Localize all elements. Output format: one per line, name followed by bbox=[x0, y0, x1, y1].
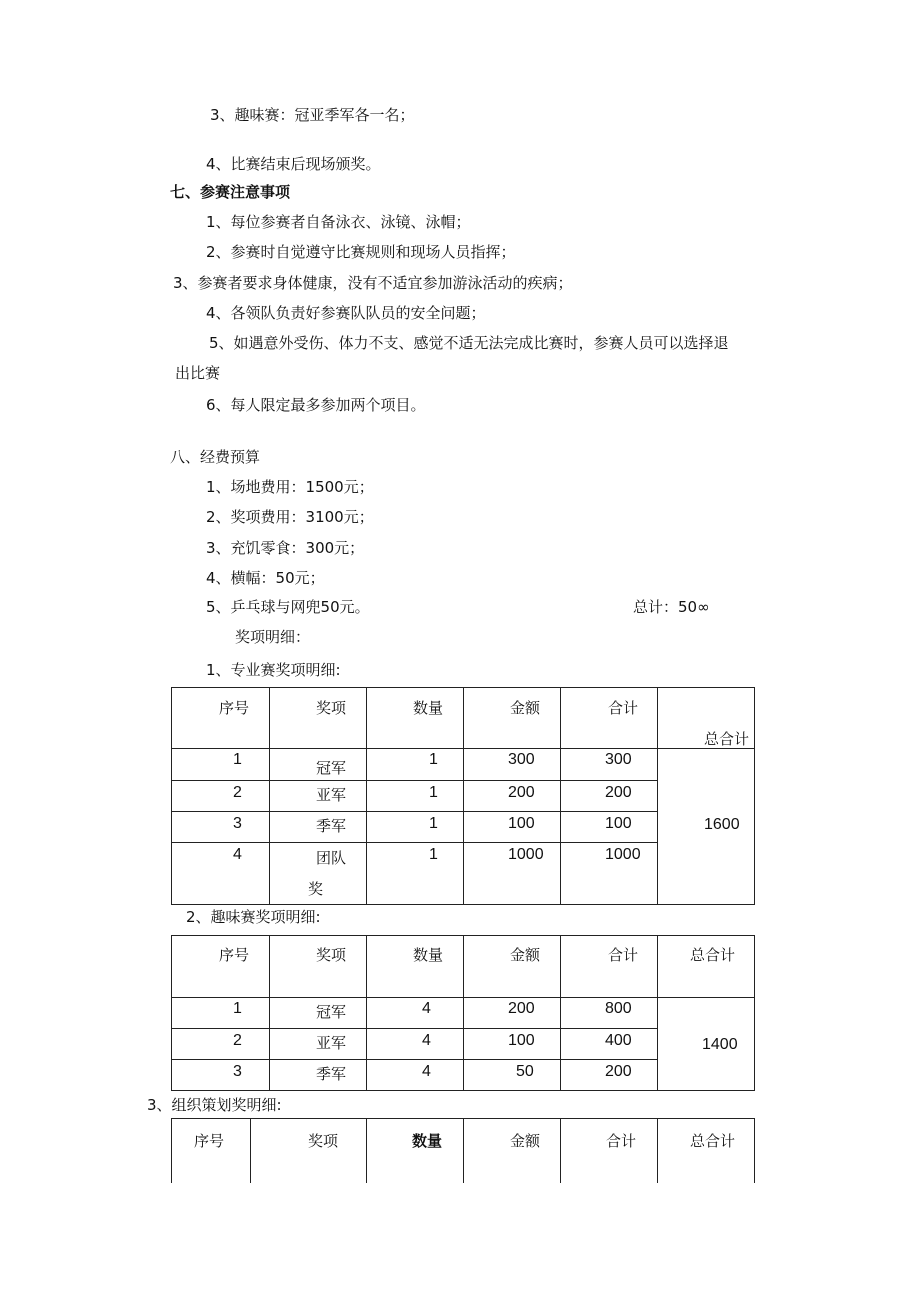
header-cell: 合计 bbox=[561, 688, 658, 749]
table-row: 4 团队 奖 1 1000 1000 bbox=[172, 843, 755, 905]
note-item: 5、如遇意外受伤、体力不支、感觉不适无法完成比赛时，参赛人员可以选择退 bbox=[209, 334, 729, 352]
note-item-continued: 出比赛 bbox=[175, 364, 221, 382]
table1-caption: 1、专业赛奖项明细: bbox=[206, 661, 341, 679]
table2-caption: 2、趣味赛奖项明细: bbox=[186, 908, 321, 926]
table-header-row bbox=[172, 936, 755, 998]
budget-item: 5、乒乓球与网兜50元。 bbox=[206, 598, 370, 616]
fun-prize-table bbox=[171, 935, 755, 1091]
table3-caption: 3、组织策划奖明细: bbox=[147, 1096, 282, 1114]
budget-item: 2、奖项费用：3100元； bbox=[206, 508, 374, 526]
header-cell: 金额 bbox=[464, 688, 561, 749]
header-cell: 奖项 bbox=[251, 1119, 367, 1183]
professional-prize-table bbox=[171, 687, 755, 905]
grand-total-cell: 1600 bbox=[658, 749, 755, 905]
header-cell: 奖项 bbox=[270, 688, 367, 749]
header-cell: 总合计 bbox=[658, 936, 755, 998]
budget-item: 4、横幅：50元； bbox=[206, 569, 325, 587]
header-cell: 序号 bbox=[172, 936, 270, 998]
note-item: 2、参赛时自觉遵守比赛规则和现场人员指挥； bbox=[206, 243, 516, 261]
table-row: 1 冠军 4 200 800 1400 bbox=[172, 998, 755, 1029]
table-row: 2 亚军 1 200 200 bbox=[172, 781, 755, 812]
header-cell: 总合计 bbox=[658, 688, 755, 749]
header-cell: 合计 bbox=[561, 1119, 658, 1183]
table-row: 3 季军 1 100 100 bbox=[172, 812, 755, 843]
notes-heading: 七、参赛注意事项 bbox=[170, 183, 291, 201]
header-cell: 合计 bbox=[561, 936, 658, 998]
budget-heading: 八、经费预算 bbox=[170, 448, 261, 466]
table-row: 1 冠军 1 300 300 1600 bbox=[172, 749, 755, 781]
header-cell: 奖项 bbox=[270, 936, 367, 998]
organizer-prize-table bbox=[171, 1118, 755, 1183]
header-cell: 数量 bbox=[367, 688, 464, 749]
grand-total-cell: 1400 bbox=[658, 998, 755, 1091]
header-cell: 金额 bbox=[464, 936, 561, 998]
note-item: 4、各领队负责好参赛队队员的安全问题； bbox=[206, 304, 486, 322]
note-item: 6、每人限定最多参加两个项目。 bbox=[206, 396, 426, 414]
table-row: 2 亚军 4 100 400 bbox=[172, 1029, 755, 1060]
header-cell: 序号 bbox=[172, 1119, 251, 1183]
table-header-row bbox=[172, 688, 755, 749]
details-title: 奖项明细： bbox=[235, 628, 311, 646]
table-row: 3 季军 4 50 200 bbox=[172, 1060, 755, 1091]
note-item: 1、每位参赛者自备泳衣、泳镜、泳帽； bbox=[206, 213, 471, 231]
prize-item-4: 4、比赛结束后现场颁奖。 bbox=[206, 155, 381, 173]
budget-item: 3、充饥零食：300元； bbox=[206, 539, 365, 557]
note-item: 3、参赛者要求身体健康，没有不适宜参加游泳活动的疾病； bbox=[173, 274, 573, 292]
header-cell: 数量 bbox=[367, 1119, 464, 1183]
header-cell: 金额 bbox=[464, 1119, 561, 1183]
table-header-row bbox=[172, 1119, 755, 1183]
header-cell: 数量 bbox=[367, 936, 464, 998]
budget-total: 总计：50∞ bbox=[633, 598, 710, 616]
prize-item-3: 3、趣味赛：冠亚季军各一名； bbox=[210, 106, 415, 124]
header-cell: 序号 bbox=[172, 688, 270, 749]
budget-item: 1、场地费用：1500元； bbox=[206, 478, 374, 496]
header-cell: 总合计 bbox=[658, 1119, 755, 1183]
